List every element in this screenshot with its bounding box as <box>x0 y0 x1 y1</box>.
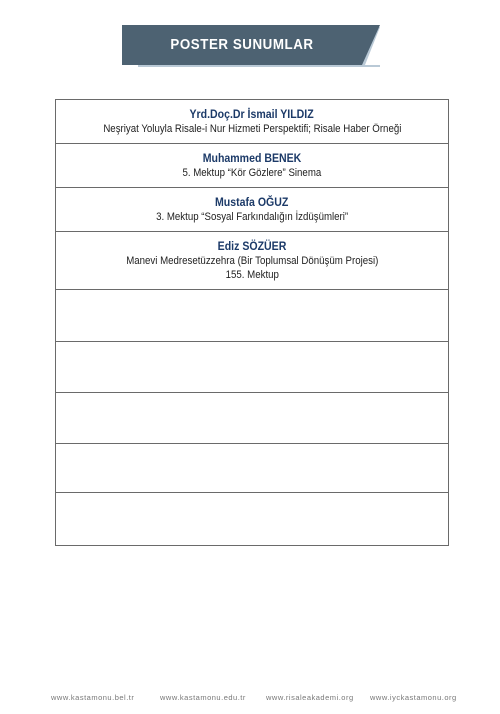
footer-link-municipality[interactable]: www.kastamonu.bel.tr <box>51 693 135 702</box>
footer <box>0 693 500 707</box>
presenter-name: Yrd.Doç.Dr İsmail YILDIZ <box>189 107 315 121</box>
presenter-name: Ediz SÖZÜER <box>217 239 287 253</box>
section-banner <box>122 25 380 67</box>
poster-table <box>55 99 449 546</box>
presenter-name: Mustafa OĞUZ <box>215 195 289 209</box>
presenter-name: Muhammed BENEK <box>202 151 302 165</box>
presentation-subtitle: 155. Mektup <box>225 269 279 281</box>
presentation-title: Neşriyat Yoluyla Risale-i Nur Hizmeti Perspektifi; Risale Haber Örneği <box>102 123 402 135</box>
banner-accent-stripe <box>138 65 380 67</box>
footer-link-risaleakademi[interactable]: www.risaleakademi.org <box>266 693 354 702</box>
footer-link-iyckastamonu[interactable]: www.iyckastamonu.org <box>370 693 457 702</box>
empty-row <box>56 444 448 493</box>
empty-row <box>56 342 448 393</box>
empty-row <box>56 393 448 444</box>
banner-title: POSTER SUNUMLAR <box>170 37 314 53</box>
presentation-title: Manevi Medresetüzzehra (Bir Toplumsal Dönüşüm Projesi) <box>125 255 379 267</box>
presentation-title: 3. Mektup “Sosyal Farkındalığın İzdüşümleri” <box>155 211 349 223</box>
table-row <box>56 144 448 188</box>
presentation-title: 5. Mektup “Kör Gözlere” Sinema <box>182 167 322 179</box>
footer-link-university[interactable]: www.kastamonu.edu.tr <box>160 693 246 702</box>
table-row <box>56 100 448 144</box>
empty-row <box>56 290 448 342</box>
empty-row <box>56 493 448 546</box>
table-row <box>56 232 448 290</box>
table-row <box>56 188 448 232</box>
